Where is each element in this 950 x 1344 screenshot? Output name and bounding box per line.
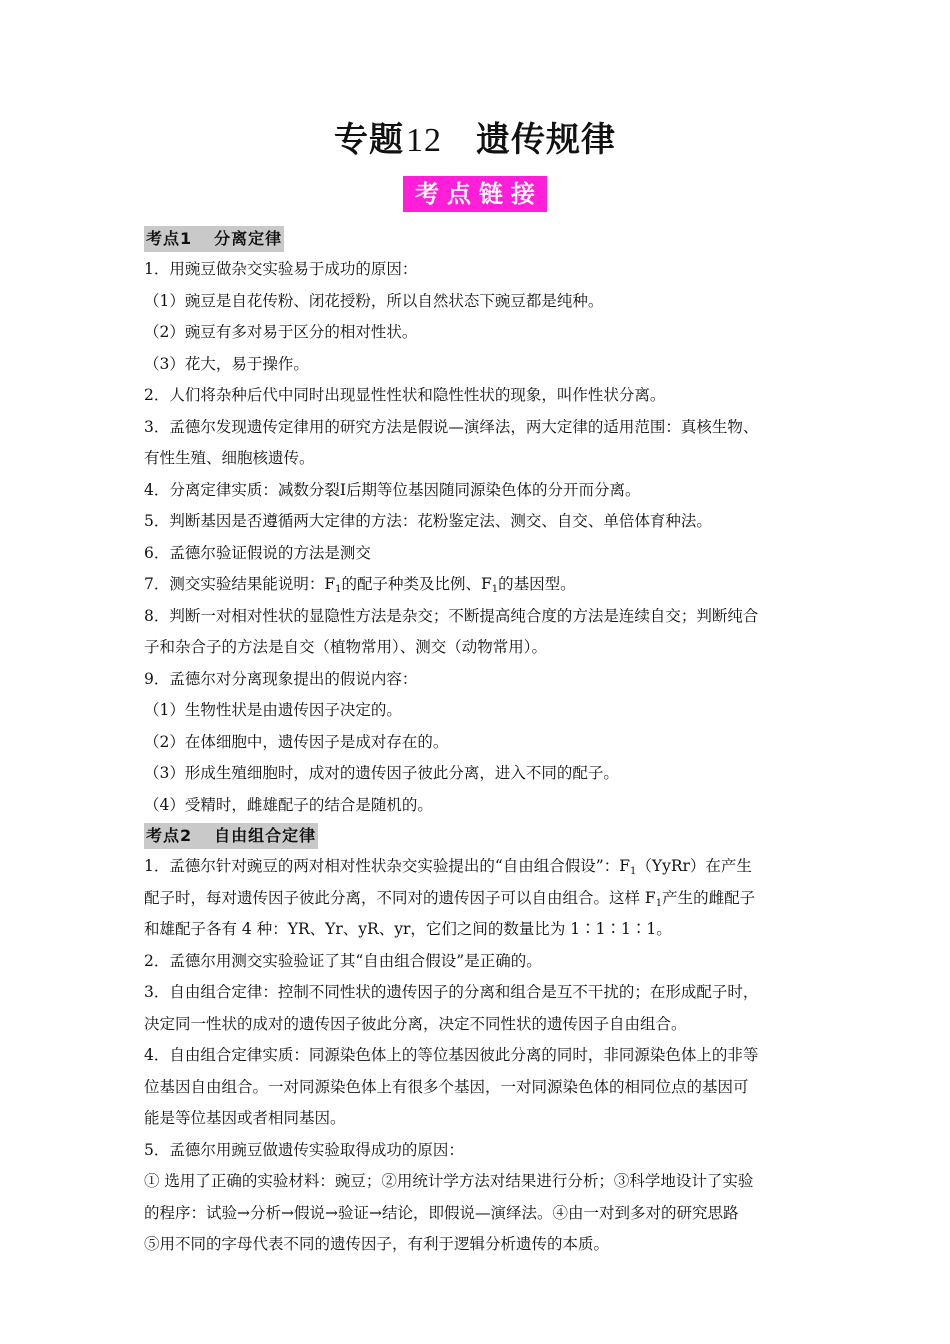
text-line: 9．孟德尔对分离现象提出的假说内容： <box>144 669 418 688</box>
subscript: 1 <box>335 584 342 595</box>
text-line: 能是等位基因或者相同基因。 <box>144 1109 346 1127</box>
title-prefix: 专题 <box>334 120 404 160</box>
section-2-heading-label: 考点2 <box>146 826 193 845</box>
text-line: 4．分离定律实质：减数分裂Ⅰ后期等位基因随同源染色体的分开而分离。 <box>144 480 641 499</box>
text-line: 2．人们将杂种后代中同时出现显性性状和隐性性状的现象，叫作性状分离。 <box>144 386 666 404</box>
text-line: （2）在体细胞中，遗传因子是成对存在的。 <box>144 732 449 751</box>
text-fragment: 的配子种类及比例、F <box>341 575 492 593</box>
section-1-heading <box>144 226 284 252</box>
text-line: 6．孟德尔验证假说的方法是测交 <box>144 543 371 562</box>
text-fragment: 配子时，每对遗传因子彼此分离，不同对的遗传因子可以自由组合。这样 F <box>144 888 656 907</box>
title-number: 12 <box>406 122 442 159</box>
text-line: （1）生物性状是由遗传因子决定的。 <box>144 701 402 719</box>
text-fragment: 1．孟德尔针对豌豆的两对相对性状杂交实验提出的“自由组合假设”：F <box>144 857 630 875</box>
subscript: 1 <box>655 897 663 909</box>
text-line: 4．自由组合定律实质：同源染色体上的等位基因彼此分离的同时，非同源染色体上的非等 <box>144 1046 759 1064</box>
subscript: 1 <box>491 584 499 595</box>
text-line: （1）豌豆是自花传粉、闭花授粉，所以自然状态下豌豆都是纯种。 <box>144 291 604 310</box>
section-2-heading <box>144 823 318 849</box>
text-line: 的程序：试验→分析→假说→验证→结论，即假说—演绎法。④由一对到多对的研究思路 <box>144 1203 739 1222</box>
section-1 <box>144 224 812 821</box>
text-line: 1．用豌豆做杂交实验易于成功的原因： <box>144 260 418 278</box>
text-line: 3．自由组合定律：控制不同性状的遗传因子的分离和组合是互不干扰的；在形成配子时， <box>144 983 759 1001</box>
text-fragment: （YyRr）在产生 <box>636 857 752 875</box>
section-1-heading-title: 分离定律 <box>214 229 283 248</box>
text-line <box>144 883 812 915</box>
text-line: （4）受精时，雌雄配子的结合是随机的。 <box>144 795 433 814</box>
section-2-heading-title: 自由组合定律 <box>214 826 317 845</box>
text-fragment: 的基因型。 <box>498 575 576 593</box>
text-line: ⑤用不同的字母代表不同的遗传因子，有利于逻辑分析遗传的本质。 <box>144 1235 610 1253</box>
subscript: 1 <box>629 866 637 877</box>
text-fragment: 7．测交实验结果能说明：F <box>144 575 336 593</box>
text-line: 2．孟德尔用测交实验验证了其“自由组合假设”是正确的。 <box>144 951 542 970</box>
text-line: （3）形成生殖细胞时，成对的遗传因子彼此分离，进入不同的配子。 <box>144 764 619 782</box>
text-line: 3．孟德尔发现遗传定律用的研究方法是假说—演绎法，两大定律的适用范围：真核生物、 <box>144 417 759 436</box>
text-line: 决定同一性状的成对的遗传因子彼此分离，决定不同性状的遗传因子自由组合。 <box>144 1014 687 1033</box>
text-line: 5．判断基因是否遵循两大定律的方法：花粉鉴定法、测交、自交、单倍体育种法。 <box>144 512 712 530</box>
text-line: 有性生殖、细胞核遗传。 <box>144 449 315 467</box>
text-line: 位基因自由组合。一对同源染色体上有很多个基因，一对同源染色体的相同位点的基因可 <box>144 1077 749 1096</box>
title-text: 遗传规律 <box>476 120 616 160</box>
section-2 <box>144 821 812 1261</box>
page-title <box>0 112 950 161</box>
text-line: 子和杂合子的方法是自交（植物常用）、测交（动物常用）。 <box>144 638 548 656</box>
text-fragment: 产生的雌配子 <box>662 888 756 907</box>
text-line: 和雄配子各有 4 种：YR、Yr、yR、yr，它们之间的数量比为 1∶1∶1∶1。 <box>144 920 672 938</box>
text-line <box>144 851 812 883</box>
section-1-heading-label: 考点1 <box>146 229 193 248</box>
text-line: 5．孟德尔用豌豆做遗传实验取得成功的原因： <box>144 1140 464 1159</box>
text-line: ① 选用了正确的实验材料：豌豆；②用统计学方法对结果进行分析；③科学地设计了实验 <box>144 1172 754 1190</box>
text-line: （2）豌豆有多对易于区分的相对性状。 <box>144 323 418 341</box>
text-line: （3）花大，易于操作。 <box>144 354 309 373</box>
text-line <box>144 569 812 601</box>
text-line: 8．判断一对相对性状的显隐性方法是杂交；不断提高纯合度的方法是连续自交；判断纯合 <box>144 606 759 625</box>
section-badge: 考点链接 <box>403 176 547 212</box>
badge-container <box>0 176 950 212</box>
content-body <box>144 224 812 1261</box>
